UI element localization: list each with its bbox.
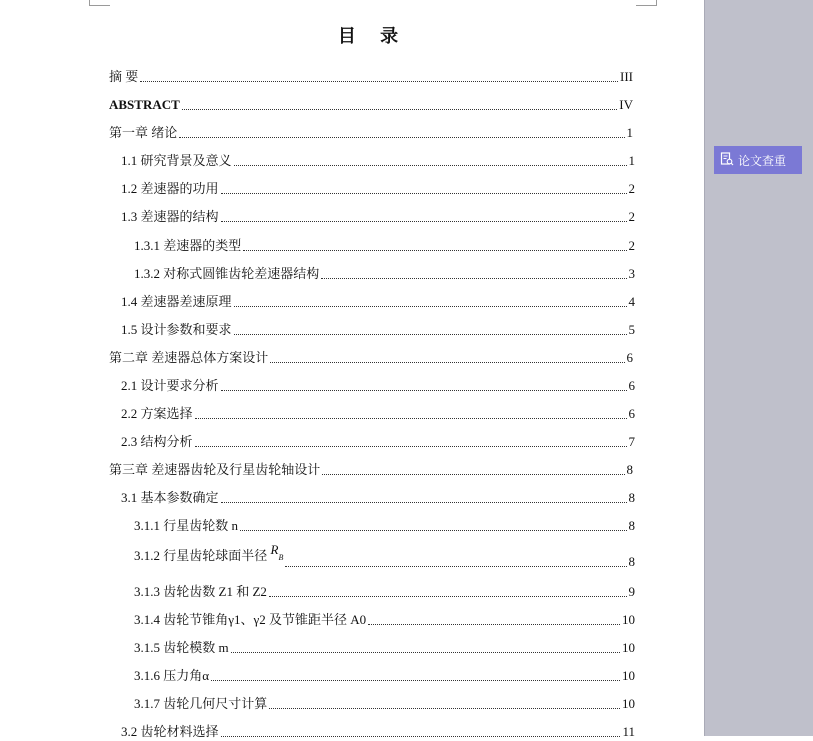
toc-entry[interactable]: ABSTRACT IV — [109, 97, 633, 112]
toc-title: 目 录 — [337, 26, 408, 47]
toc-entry[interactable]: 3.1.4 齿轮节锥角γ1、γ2 及节锥距半径 A0 10 — [134, 612, 635, 627]
toc-entry[interactable]: 3.1.3 齿轮齿数 Z1 和 Z2 9 — [134, 584, 635, 599]
page-corner-mark-left — [89, 0, 110, 6]
toc-entry[interactable]: 第三章 差速器齿轮及行星齿轮轴设计 8 — [109, 462, 633, 477]
toc-entry[interactable]: 3.1.5 齿轮模数 m 10 — [134, 640, 635, 655]
toc-entry[interactable]: 3.2 齿轮材料选择 11 — [121, 724, 635, 739]
toc-entry[interactable]: 第一章 绪论 1 — [109, 125, 633, 140]
right-sidebar — [704, 0, 813, 736]
toc-entry[interactable]: 3.1.6 压力角α 10 — [134, 668, 635, 683]
math-symbol: R — [270, 542, 279, 558]
toc-entry[interactable]: 1.4 差速器差速原理 4 — [121, 294, 635, 309]
toc-entry[interactable]: 3.1.7 齿轮几何尺寸计算 10 — [134, 696, 635, 711]
toc-entry[interactable]: 1.2 差速器的功用 2 — [121, 181, 635, 196]
page-corner-mark-right — [636, 0, 657, 6]
toc-entry[interactable]: 1.1 研究背景及意义 1 — [121, 153, 635, 168]
paper-check-button[interactable] — [714, 146, 802, 174]
toc-entry[interactable]: 3.1.2 行星齿轮球面半径 $R_B$ 8 — [134, 542, 635, 569]
toc-entry[interactable]: 1.3.1 差速器的类型 2 — [134, 238, 635, 253]
toc-entry[interactable]: 第二章 差速器总体方案设计 6 — [109, 350, 633, 365]
toc-entry[interactable]: 3.1 基本参数确定 8 — [121, 490, 635, 505]
document-check-icon — [720, 152, 738, 169]
toc-entry[interactable]: 2.2 方案选择 6 — [121, 406, 635, 421]
toc-entry[interactable]: 2.3 结构分析 7 — [121, 434, 635, 449]
math-subscript: B — [278, 553, 284, 562]
paper-check-label: 论文查重 — [738, 153, 787, 168]
toc-entry[interactable]: 摘 要 III — [109, 69, 633, 84]
toc-entry[interactable]: 1.3 差速器的结构 2 — [121, 209, 635, 224]
toc-entry[interactable]: 1.3.2 对称式圆锥齿轮差速器结构 3 — [134, 266, 635, 281]
toc-entry[interactable]: 1.5 设计参数和要求 5 — [121, 322, 635, 337]
toc-entry[interactable]: 3.1.1 行星齿轮数 n 8 — [134, 518, 635, 533]
toc-entry[interactable]: 2.1 设计要求分析 6 — [121, 378, 635, 393]
